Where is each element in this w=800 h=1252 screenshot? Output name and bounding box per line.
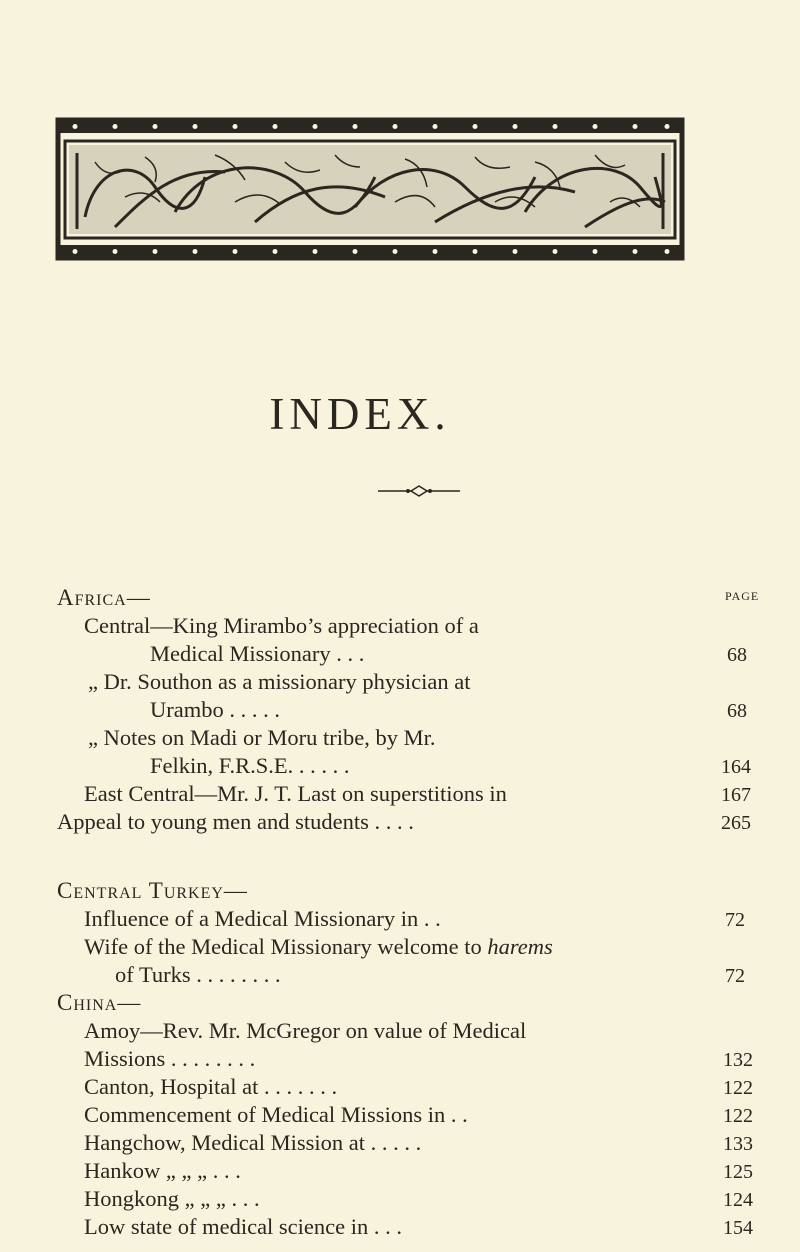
- page-number: 167: [721, 784, 751, 806]
- index-entry-line: Appeal to young men and students . . . .: [57, 809, 414, 834]
- index-entry-line: Urambo . . . . .: [150, 697, 280, 722]
- page-column-header: PAGE: [725, 589, 760, 603]
- section-heading-africa: Africa—: [57, 585, 151, 610]
- page-number: 72: [725, 909, 745, 931]
- index-entry-line: Felkin, F.R.S.E. . . . . .: [150, 753, 350, 778]
- index-entry-line: Hangchow, Medical Mission at . . . . .: [84, 1130, 422, 1155]
- index-entry-line: „ Notes on Madi or Moru tribe, by Mr.: [88, 725, 436, 750]
- index-entry-line: Central—King Mirambo’s appreciation of a: [84, 613, 479, 638]
- section-heading-central-turkey: Central Turkey—: [57, 878, 248, 903]
- page-number: 132: [723, 1049, 753, 1071]
- index-entry-line: „ Dr. Southon as a missionary physician at: [88, 669, 471, 694]
- index-entry-line: East Central—Mr. J. T. Last on superstitions in: [84, 781, 507, 806]
- page-number: 125: [723, 1161, 753, 1183]
- page-number: 133: [723, 1133, 753, 1155]
- entry-text: Wife of the Medical Missionary welcome to: [84, 934, 482, 959]
- title-rule-ornament: [378, 485, 460, 497]
- headpiece-ornament: [55, 117, 685, 261]
- index-entry-line: of Turks . . . . . . . .: [115, 962, 281, 987]
- index-entry-line: Hankow „ „ „ . . .: [84, 1158, 241, 1183]
- page-number: 122: [723, 1077, 753, 1099]
- page-number: 68: [727, 644, 747, 666]
- index-entry-line: Commencement of Medical Missions in . .: [84, 1102, 468, 1127]
- index-entry-line: Influence of a Medical Missionary in . .: [84, 906, 441, 931]
- index-entry-line: Low state of medical science in . . .: [84, 1214, 403, 1239]
- index-entry-line: [84, 934, 553, 960]
- page-number: 68: [727, 700, 747, 722]
- italic-term: harems: [487, 934, 553, 959]
- page-title: INDEX.: [269, 389, 451, 439]
- index-entry-line: Medical Missionary . . .: [150, 641, 365, 666]
- page-number: 154: [723, 1217, 753, 1239]
- index-entry-line: Canton, Hospital at . . . . . . .: [84, 1074, 338, 1099]
- page-number: 124: [723, 1189, 753, 1211]
- page-number: 122: [723, 1105, 753, 1127]
- index-entry-line: Amoy—Rev. Mr. McGregor on value of Medical: [84, 1018, 527, 1043]
- index-entry-line: Missions . . . . . . . .: [84, 1046, 256, 1071]
- page-number: 72: [725, 965, 745, 987]
- section-heading-china: China—: [57, 990, 142, 1015]
- page-number: 164: [721, 756, 751, 778]
- index-entry-line: Hongkong „ „ „ . . .: [84, 1186, 260, 1211]
- page-number: 265: [721, 812, 751, 834]
